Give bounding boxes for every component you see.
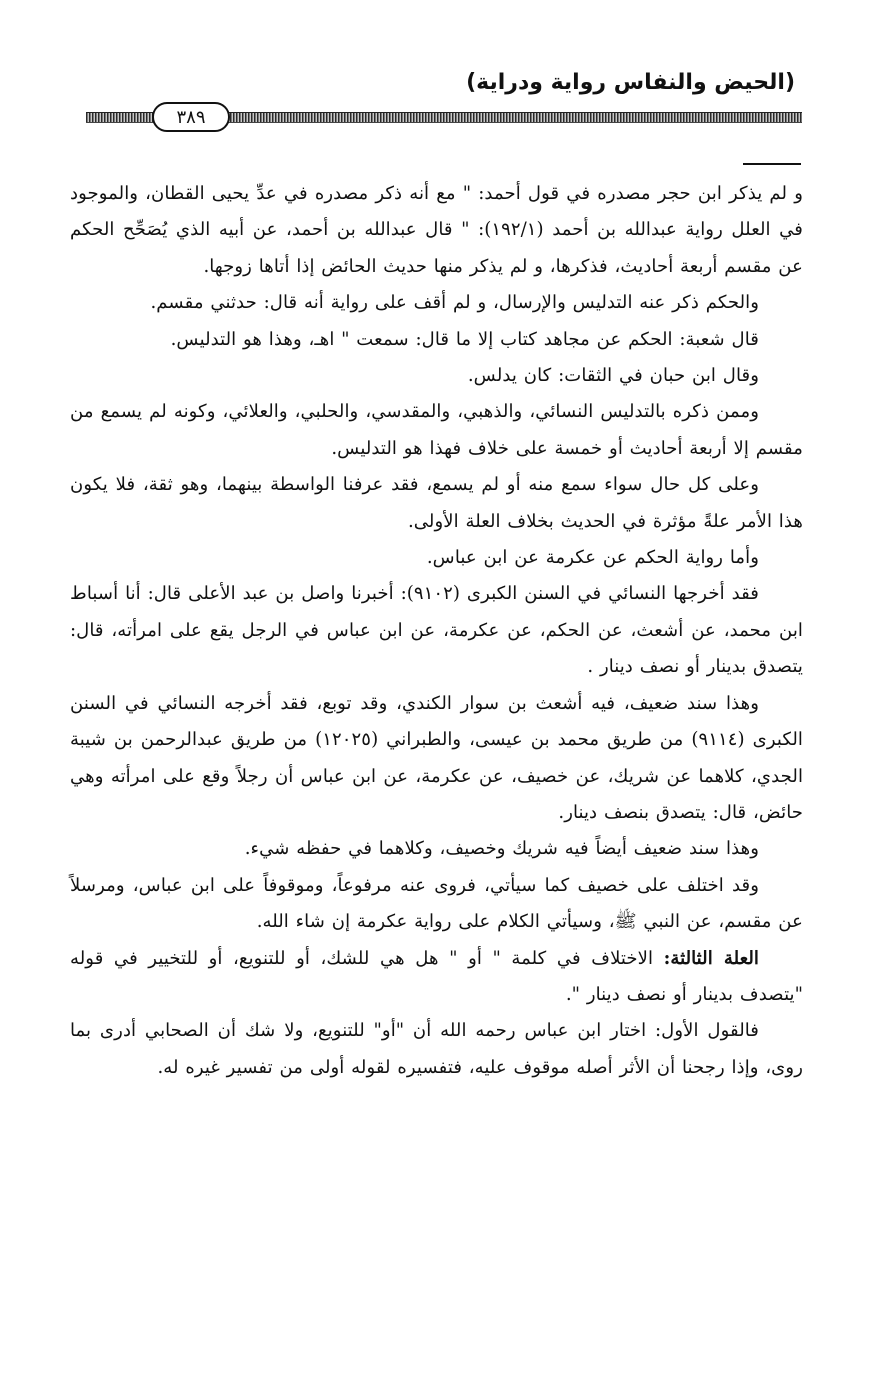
paragraph-2: والحكم ذكر عنه التدليس والإرسال، و لم أقف على رواية أنه قال: حدثني مقسم. bbox=[150, 292, 759, 314]
main-text bbox=[70, 176, 803, 1086]
paragraph-12 bbox=[70, 941, 803, 1014]
paragraph-1: و لم يذكر ابن حجر مصدره في قول أحمد: " مع أنه ذكر مصدره في عدِّ يحيى القطان، والموجود في العلل رواية عبدالله بن أحمد (١٩٢/١): " قال عبدالله بن أحمد، عن أبيه الذي يُصَحِّح الحكم عن مقسم أربعة أحاديث، فذكرها، و لم يذكر منها حديث الحائض إذا أتاها زوجها. bbox=[70, 183, 803, 277]
paragraph-3: قال شعبة: الحكم عن مجاهد كتاب إلا ما قال: سمعت " اهـ، وهذا هو التدليس. bbox=[170, 328, 759, 350]
paragraph-6: وعلى كل حال سواء سمع منه أو لم يسمع، فقد عرفنا الواسطة بينهما، وهو ثقة، فلا يكون هذا الأمر علةً مؤثرة في الحديث بخلاف العلة الأولى. bbox=[70, 474, 803, 532]
paragraph-10: وهذا سند ضعيف أيضاً فيه شريك وخصيف، وكلاهما في حفظه شيء. bbox=[244, 838, 759, 860]
paragraph-9: وهذا سند ضعيف، فيه أشعث بن سوار الكندي، وقد توبع، فقد أخرجه النسائي في السنن الكبرى (٩١١٤) من طريق محمد بن عيسى، والطبراني (١٢٠٢٥) من طريق عبدالرحمن بن شيبة الجدي، كلاهما عن شريك، عن خصيف، عن عكرمة، عن ابن عباس أن رجلاً وقع على امرأته وهي حائض، قال: يتصدق بنصف دينار. bbox=[70, 692, 803, 823]
paragraph-13: فالقول الأول: اختار ابن عباس رحمه الله أن "أو" للتنويع، ولا شك أن الصحابي أدرى بما روى، وإذا رجحنا أن الأثر أصله موقوف عليه، فتفسيره لقوله أولى من تفسير غيره له. bbox=[70, 1020, 803, 1078]
paragraph-7: وأما رواية الحكم عن عكرمة عن ابن عباس. bbox=[426, 547, 759, 569]
paragraph-4: وقال ابن حبان في الثقات: كان يدلس. bbox=[467, 365, 759, 387]
paragraph-8: فقد أخرجها النسائي في السنن الكبرى (٩١٠٢): أخبرنا واصل بن عبد الأعلى قال: أنا أسباط ابن محمد، عن أشعث، عن الحكم، عن عكرمة، عن ابن عباس في الرجل يقع على امرأته، قال: يتصدق بدينار أو نصف دينار . bbox=[70, 583, 803, 678]
paragraph-11: وقد اختلف على خصيف كما سيأتي، فروى عنه مرفوعاً، وموقوفاً على ابن عباس، ومرسلاً عن مقسم، عن النبي ﷺ، وسيأتي الكلام على رواية عكرمة إن شاء الله. bbox=[70, 874, 803, 933]
paragraph-5: وممن ذكره بالتدليس النسائي، والذهبي، والمقدسي، والحلبي، والعلائي، وكونه لم يسمع من مقسم إلا أربعة أحاديث أو خمسة على خلاف فهذا هو التدليس. bbox=[70, 401, 803, 459]
running-header-title: (الحيض والنفاس رواية ودراية) bbox=[466, 70, 795, 95]
page-number: ٣٨٩ bbox=[152, 102, 230, 132]
section-rule bbox=[743, 163, 801, 165]
third-defect-label: العلة الثالثة: bbox=[663, 947, 759, 969]
third-defect-text: الاختلاف في كلمة " أو " هل هي للشك، أو للتنويع، أو للتخيير في قوله "يتصدف بدينار أو نصف دينار ". bbox=[70, 947, 803, 1005]
